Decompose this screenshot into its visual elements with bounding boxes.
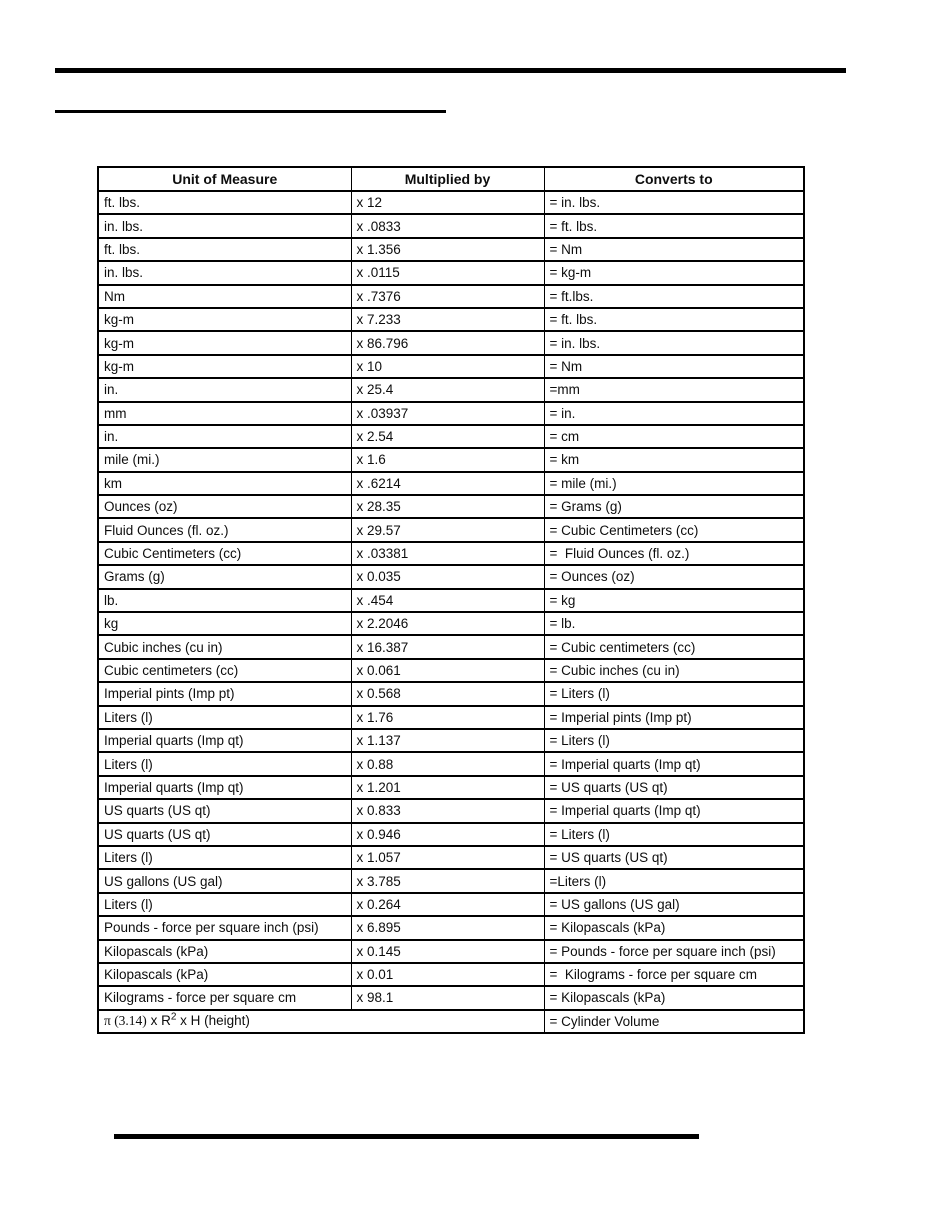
converts-to-cell: = US quarts (US qt)	[544, 846, 804, 869]
multiplier-cell: x 1.057	[351, 846, 544, 869]
table-row	[98, 542, 804, 565]
table-row	[98, 448, 804, 471]
converts-to-cell: = in. lbs.	[544, 331, 804, 354]
converts-to-cell: = ft.lbs.	[544, 285, 804, 308]
unit-of-measure-cell: Liters (l)	[98, 846, 351, 869]
unit-of-measure-cell: Kilopascals (kPa)	[98, 940, 351, 963]
unit-of-measure-cell: US quarts (US qt)	[98, 799, 351, 822]
multiplier-cell: x 0.946	[351, 823, 544, 846]
multiplier-cell: x .0833	[351, 214, 544, 237]
formula-mid: x R	[146, 1013, 171, 1029]
multiplier-cell: x 1.356	[351, 238, 544, 261]
multiplier-cell: x 86.796	[351, 331, 544, 354]
converts-to-cell: = Kilograms - force per square cm	[544, 963, 804, 986]
table-row	[98, 752, 804, 775]
table-row	[98, 331, 804, 354]
multiplier-cell: x 0.061	[351, 659, 544, 682]
table-row	[98, 565, 804, 588]
formula-exponent: 2	[170, 1011, 177, 1023]
converts-to-cell: = Pounds - force per square inch (psi)	[544, 940, 804, 963]
table-row	[98, 893, 804, 916]
table-row	[98, 823, 804, 846]
multiplier-cell: x 6.895	[351, 916, 544, 939]
unit-of-measure-cell: lb.	[98, 589, 351, 612]
table-row	[98, 963, 804, 986]
conversion-table	[97, 166, 805, 1034]
unit-of-measure-cell: Nm	[98, 285, 351, 308]
table-row	[98, 285, 804, 308]
multiplier-cell: x 0.88	[351, 752, 544, 775]
table-row	[98, 986, 804, 1009]
multiplier-cell: x .03381	[351, 542, 544, 565]
multiplier-cell: x 2.54	[351, 425, 544, 448]
converts-to-cell: = km	[544, 448, 804, 471]
converts-to-cell: = Fluid Ounces (fl. oz.)	[544, 542, 804, 565]
multiplier-cell: x .6214	[351, 472, 544, 495]
converts-to-cell: = Grams (g)	[544, 495, 804, 518]
table-row	[98, 308, 804, 331]
multiplier-cell: x 2.2046	[351, 612, 544, 635]
table-row	[98, 799, 804, 822]
formula-section	[98, 1010, 804, 1033]
unit-of-measure-cell: in.	[98, 425, 351, 448]
converts-to-cell: = ft. lbs.	[544, 308, 804, 331]
table-row	[98, 355, 804, 378]
header-converts-to: Converts to	[544, 167, 804, 191]
unit-of-measure-cell: Imperial quarts (Imp qt)	[98, 776, 351, 799]
unit-of-measure-cell: Grams (g)	[98, 565, 351, 588]
converts-to-cell: = Liters (l)	[544, 682, 804, 705]
unit-of-measure-cell: ft. lbs.	[98, 191, 351, 214]
converts-to-cell: = Imperial quarts (Imp qt)	[544, 752, 804, 775]
converts-to-cell: = Ounces (oz)	[544, 565, 804, 588]
table-row	[98, 261, 804, 284]
table-row	[98, 214, 804, 237]
multiplier-cell: x 1.201	[351, 776, 544, 799]
table-row	[98, 729, 804, 752]
multiplier-cell: x 10	[351, 355, 544, 378]
table-row	[98, 378, 804, 401]
converts-to-cell: = Imperial quarts (Imp qt)	[544, 799, 804, 822]
unit-of-measure-cell: in. lbs.	[98, 261, 351, 284]
unit-of-measure-cell: in.	[98, 378, 351, 401]
unit-of-measure-cell: Liters (l)	[98, 706, 351, 729]
table-row	[98, 916, 804, 939]
converts-to-cell: = Kilopascals (kPa)	[544, 916, 804, 939]
converts-to-cell: = Kilopascals (kPa)	[544, 986, 804, 1009]
table-row	[98, 776, 804, 799]
table-row	[98, 425, 804, 448]
unit-of-measure-cell: US quarts (US qt)	[98, 823, 351, 846]
multiplier-cell: x 25.4	[351, 378, 544, 401]
header-unit-of-measure: Unit of Measure	[98, 167, 351, 191]
unit-of-measure-cell: Liters (l)	[98, 752, 351, 775]
multiplier-cell: x 3.785	[351, 869, 544, 892]
table-row	[98, 402, 804, 425]
converts-to-cell: = kg	[544, 589, 804, 612]
converts-to-cell: =Liters (l)	[544, 869, 804, 892]
table-row	[98, 706, 804, 729]
table-row	[98, 635, 804, 658]
table-row	[98, 940, 804, 963]
multiplier-cell: x 0.01	[351, 963, 544, 986]
unit-of-measure-cell: kg-m	[98, 331, 351, 354]
unit-of-measure-cell: Liters (l)	[98, 893, 351, 916]
conversion-rows	[98, 191, 804, 1010]
formula-converts-cell: = Cylinder Volume	[544, 1010, 804, 1033]
unit-of-measure-cell: US gallons (US gal)	[98, 869, 351, 892]
converts-to-cell: = Cubic inches (cu in)	[544, 659, 804, 682]
multiplier-cell: x .454	[351, 589, 544, 612]
converts-to-cell: = US gallons (US gal)	[544, 893, 804, 916]
unit-of-measure-cell: kg-m	[98, 308, 351, 331]
table-row	[98, 495, 804, 518]
table-row	[98, 846, 804, 869]
multiplier-cell: x 1.6	[351, 448, 544, 471]
table-row	[98, 682, 804, 705]
formula-tail: x H (height)	[176, 1013, 250, 1029]
converts-to-cell: = Imperial pints (Imp pt)	[544, 706, 804, 729]
multiplier-cell: x 0.264	[351, 893, 544, 916]
multiplier-cell: x 28.35	[351, 495, 544, 518]
table-row	[98, 589, 804, 612]
multiplier-cell: x 12	[351, 191, 544, 214]
unit-of-measure-cell: Cubic Centimeters (cc)	[98, 542, 351, 565]
multiplier-cell: x .0115	[351, 261, 544, 284]
multiplier-cell: x 1.137	[351, 729, 544, 752]
unit-of-measure-cell: Kilopascals (kPa)	[98, 963, 351, 986]
table-row	[98, 191, 804, 214]
unit-of-measure-cell: Pounds - force per square inch (psi)	[98, 916, 351, 939]
unit-of-measure-cell: Cubic inches (cu in)	[98, 635, 351, 658]
formula-row	[98, 1010, 804, 1033]
converts-to-cell: =mm	[544, 378, 804, 401]
multiplier-cell: x 0.833	[351, 799, 544, 822]
unit-of-measure-cell: mm	[98, 402, 351, 425]
unit-of-measure-cell: in. lbs.	[98, 214, 351, 237]
unit-of-measure-cell: Imperial pints (Imp pt)	[98, 682, 351, 705]
multiplier-cell: x 0.568	[351, 682, 544, 705]
table-row	[98, 612, 804, 635]
multiplier-cell: x 1.76	[351, 706, 544, 729]
table-row	[98, 472, 804, 495]
converts-to-cell: = in.	[544, 402, 804, 425]
unit-of-measure-cell: mile (mi.)	[98, 448, 351, 471]
multiplier-cell: x 16.387	[351, 635, 544, 658]
converts-to-cell: = kg-m	[544, 261, 804, 284]
multiplier-cell: x .7376	[351, 285, 544, 308]
converts-to-cell: = Nm	[544, 238, 804, 261]
header-row	[98, 167, 804, 191]
unit-of-measure-cell: Imperial quarts (Imp qt)	[98, 729, 351, 752]
unit-of-measure-cell: Ounces (oz)	[98, 495, 351, 518]
table-row	[98, 238, 804, 261]
converts-to-cell: = US quarts (US qt)	[544, 776, 804, 799]
header-multiplied-by: Multiplied by	[351, 167, 544, 191]
converts-to-cell: = ft. lbs.	[544, 214, 804, 237]
unit-of-measure-cell: ft. lbs.	[98, 238, 351, 261]
footer-rule	[114, 1134, 699, 1139]
heading-rule	[55, 110, 446, 113]
multiplier-cell: x 98.1	[351, 986, 544, 1009]
multiplier-cell: x .03937	[351, 402, 544, 425]
converts-to-cell: = Cubic centimeters (cc)	[544, 635, 804, 658]
unit-of-measure-cell: km	[98, 472, 351, 495]
table-row	[98, 659, 804, 682]
unit-of-measure-cell: kg	[98, 612, 351, 635]
unit-of-measure-cell: Kilograms - force per square cm	[98, 986, 351, 1009]
top-rule	[55, 68, 846, 73]
multiplier-cell: x 29.57	[351, 518, 544, 541]
converts-to-cell: = Liters (l)	[544, 729, 804, 752]
unit-of-measure-cell: Cubic centimeters (cc)	[98, 659, 351, 682]
multiplier-cell: x 0.035	[351, 565, 544, 588]
multiplier-cell: x 0.145	[351, 940, 544, 963]
converts-to-cell: = mile (mi.)	[544, 472, 804, 495]
table-row	[98, 869, 804, 892]
multiplier-cell: x 7.233	[351, 308, 544, 331]
table-row	[98, 518, 804, 541]
unit-of-measure-cell: kg-m	[98, 355, 351, 378]
converts-to-cell: = lb.	[544, 612, 804, 635]
formula-cell	[98, 1010, 544, 1033]
pi-formula-serif: π (3.14)	[104, 1013, 147, 1029]
unit-of-measure-cell: Fluid Ounces (fl. oz.)	[98, 518, 351, 541]
converts-to-cell: = Nm	[544, 355, 804, 378]
converts-to-cell: = Cubic Centimeters (cc)	[544, 518, 804, 541]
converts-to-cell: = cm	[544, 425, 804, 448]
converts-to-cell: = Liters (l)	[544, 823, 804, 846]
converts-to-cell: = in. lbs.	[544, 191, 804, 214]
